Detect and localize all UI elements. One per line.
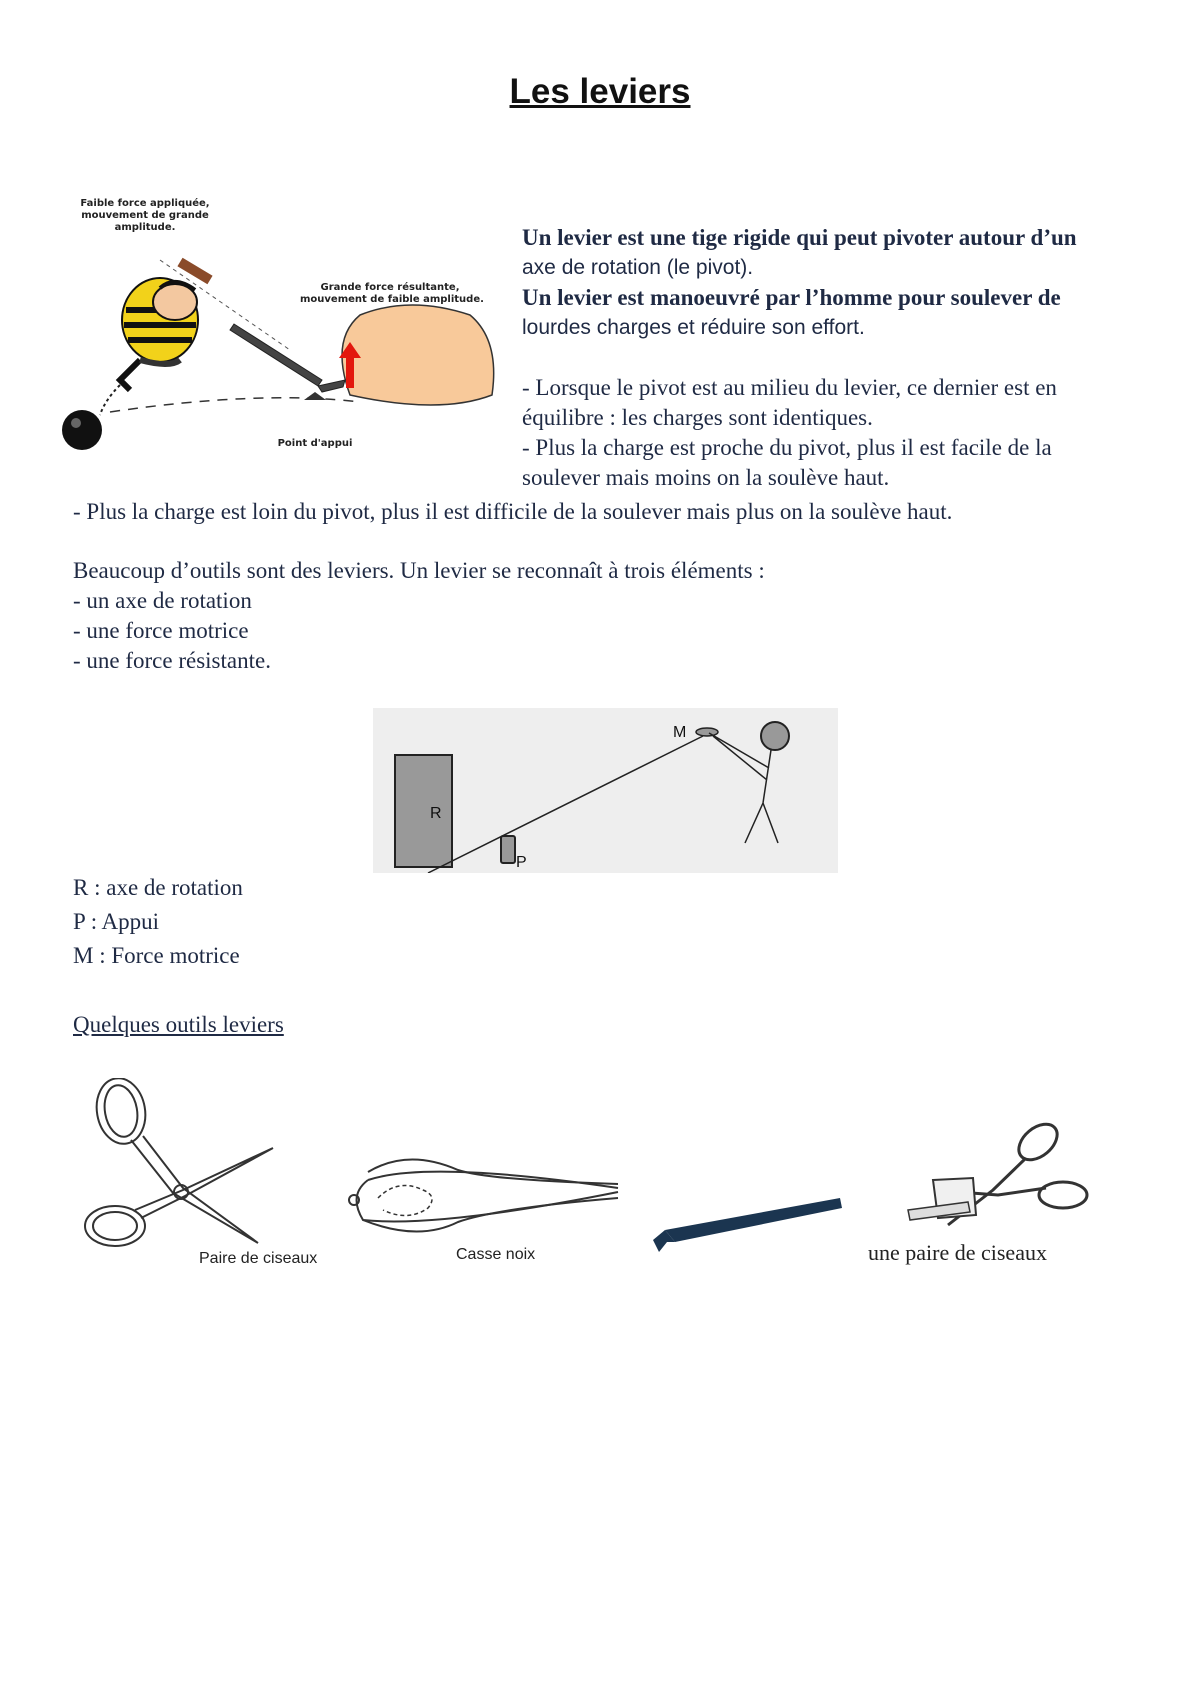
intro-bullet-2a: - Plus la charge est proche du pivot, plus il est facile de la — [522, 435, 1052, 460]
intro-bullet-1b: équilibre : les charges sont identiques. — [522, 405, 873, 430]
crowbar-drawing — [645, 1190, 845, 1260]
rock-shape — [342, 305, 494, 405]
legend-item: P : Appui — [73, 909, 160, 934]
scissors2-drawing — [898, 1120, 1098, 1240]
caption-nutcracker: Casse noix — [456, 1246, 536, 1263]
tools-intro-heading: Beaucoup d’outils sont des leviers. Un levier se reconnaît à trois éléments : — [73, 558, 765, 583]
legend-item: M : Force motrice — [73, 943, 240, 968]
diagram-label-m: M — [673, 724, 687, 741]
cartoon-illustration — [60, 190, 500, 480]
lever-bar — [230, 324, 322, 386]
tools-intro-item: - une force motrice — [73, 618, 249, 643]
caption-scissors: Paire de ciseaux — [199, 1250, 318, 1267]
person-body — [709, 733, 778, 843]
lever-line — [428, 736, 703, 873]
caption-scissors-2: une paire de ciseaux — [868, 1240, 1047, 1265]
lever-diagram — [373, 708, 838, 873]
tool-scissors — [73, 1078, 323, 1273]
intro-bullet-2b: soulever mais moins on la soulève haut. — [522, 465, 890, 490]
diagram-label-r: R — [430, 805, 442, 822]
tool-crowbar — [645, 1190, 845, 1260]
diagram-legend — [73, 871, 243, 973]
tools-intro — [73, 556, 1173, 676]
diagram-label-p: P — [516, 854, 527, 871]
tool-scissors-2 — [868, 1120, 1098, 1280]
cartoon-caption-right: Grande force résultante, mouvement de faible amplitude. — [300, 282, 484, 305]
lever-diagram-drawing — [373, 708, 838, 873]
tools-intro-item: - un axe de rotation — [73, 588, 252, 613]
legend-item: R : axe de rotation — [73, 875, 243, 900]
intro-bullet-3: - Plus la charge est loin du pivot, plus il est difficile de la soulever mais plus on la soulève haut. — [73, 499, 953, 524]
pivot-block — [501, 836, 515, 863]
nutcracker-drawing — [338, 1150, 628, 1245]
intro-bullet-1a: - Lorsque le pivot est au milieu du levier, ce dernier est en — [522, 375, 1057, 400]
load-box — [395, 755, 452, 867]
cartoon-drawing — [60, 240, 500, 470]
cartoon-caption-top: Faible force appliquée, mouvement de grande amplitude. — [80, 198, 210, 233]
intro-p2-rest: lourdes charges et réduire son effort. — [522, 316, 865, 339]
intro-p1-bold: Un levier est une tige rigide qui peut pivoter autour d’un — [522, 225, 1077, 250]
intro-p1-rest: axe de rotation (le pivot). — [522, 256, 754, 279]
intro-p2-bold: Un levier est manoeuvré par l’homme pour soulever de — [522, 285, 1061, 310]
tools-intro-item: - une force résistante. — [73, 648, 271, 673]
tool-nutcracker — [338, 1150, 628, 1275]
cartoon-caption-pivot: Point d'appui — [277, 438, 353, 449]
intro-text — [522, 223, 1182, 493]
tools-heading: Quelques outils leviers — [73, 1012, 284, 1037]
person-head — [761, 722, 789, 750]
scissors-drawing — [73, 1078, 323, 1248]
page-title: Les leviers — [509, 72, 691, 111]
